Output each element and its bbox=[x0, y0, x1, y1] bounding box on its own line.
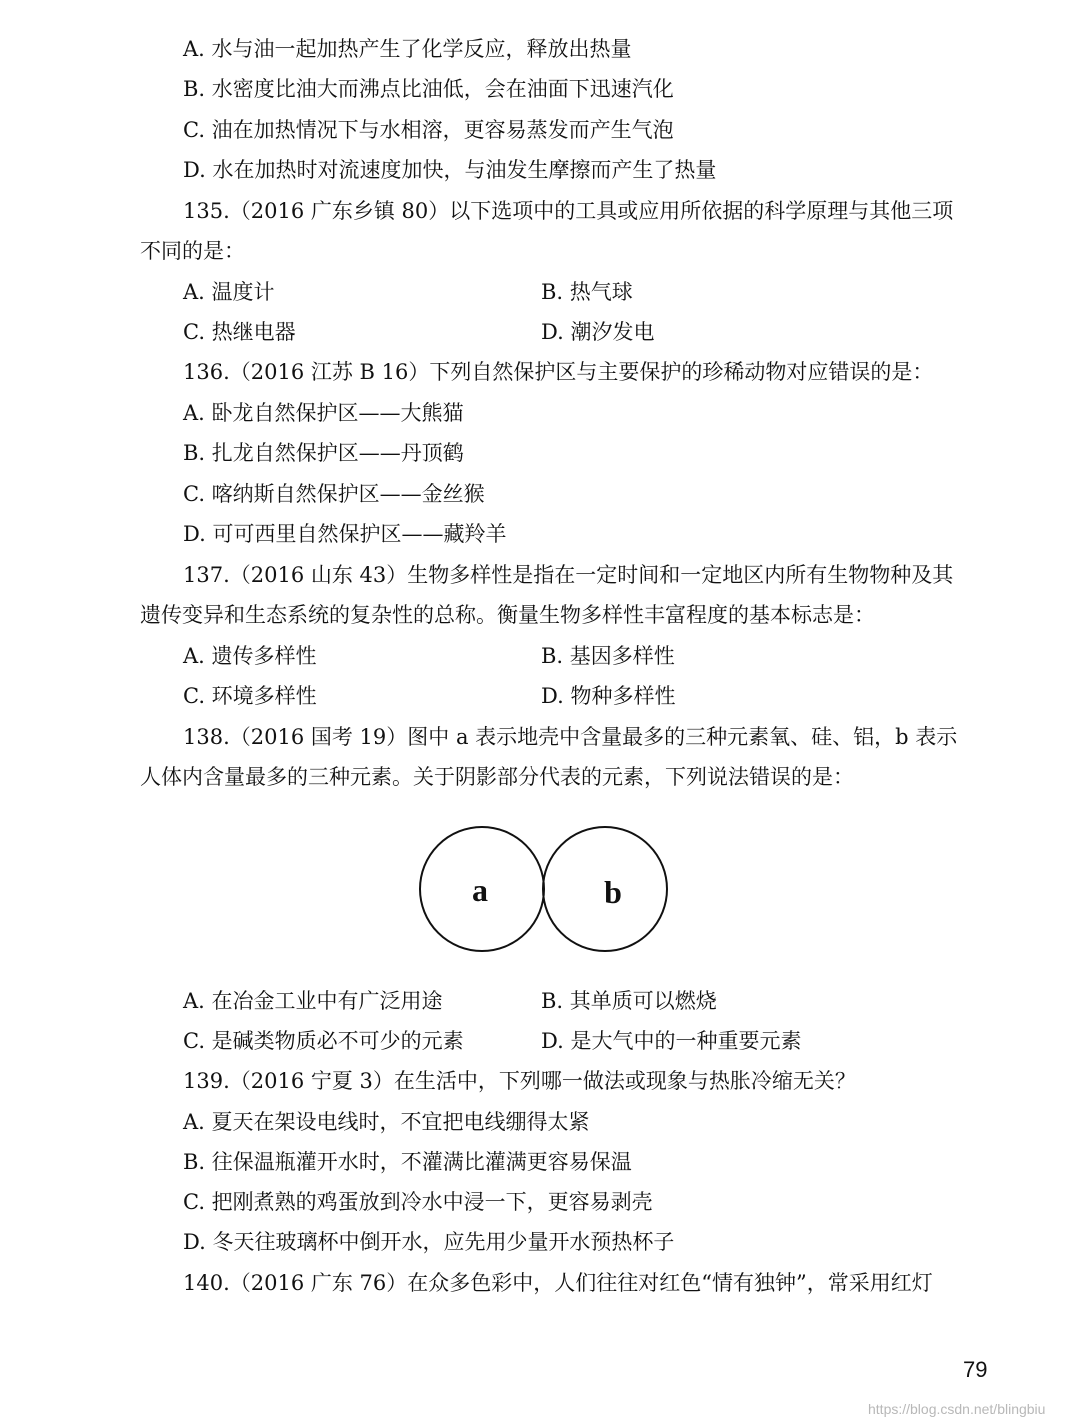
q135-option-c: C. 热继电器 bbox=[183, 320, 296, 344]
q135-option-a: A. 温度计 bbox=[183, 280, 275, 304]
q140-stem-line1: 140.（2016 广东 76）在众多色彩中，人们往往对红色“情有独钟”，常采用红灯 bbox=[183, 1271, 933, 1295]
q138-option-b: B. 其单质可以燃烧 bbox=[541, 989, 717, 1013]
q139-option-c: C. 把刚煮熟的鸡蛋放到冷水中浸一下，更容易剥壳 bbox=[183, 1190, 653, 1214]
q139-stem: 139.（2016 宁夏 3）在生活中，下列哪一做法或现象与热胀冷缩无关？ bbox=[183, 1069, 856, 1093]
q139-option-b: B. 往保温瓶灌开水时，不灌满比灌满更容易保温 bbox=[183, 1150, 632, 1174]
q134-option-b: B. 水密度比油大而沸点比油低，会在油面下迅速汽化 bbox=[183, 77, 674, 101]
q137-stem-line2: 遗传变异和生态系统的复杂性的总称。衡量生物多样性丰富程度的基本标志是： bbox=[140, 603, 875, 627]
q138-option-c: C. 是碱类物质必不可少的元素 bbox=[183, 1029, 464, 1053]
q136-option-d: D. 可可西里自然保护区——藏羚羊 bbox=[183, 522, 507, 546]
venn-diagram bbox=[410, 818, 670, 960]
q135-option-b: B. 热气球 bbox=[541, 280, 633, 304]
q136-option-a: A. 卧龙自然保护区——大熊猫 bbox=[183, 401, 464, 425]
q139-option-d: D. 冬天往玻璃杯中倒开水，应先用少量开水预热杯子 bbox=[183, 1230, 675, 1254]
q138-option-d: D. 是大气中的一种重要元素 bbox=[541, 1029, 802, 1053]
q137-option-a: A. 遗传多样性 bbox=[183, 644, 317, 668]
q137-stem-line1: 137.（2016 山东 43）生物多样性是指在一定时间和一定地区内所有生物物种及其 bbox=[183, 563, 954, 587]
q136-stem: 136.（2016 江苏 B 16）下列自然保护区与主要保护的珍稀动物对应错误的是： bbox=[183, 360, 934, 384]
q138-option-a: A. 在冶金工业中有广泛用途 bbox=[183, 989, 443, 1013]
q134-option-d: D. 水在加热时对流速度加快，与油发生摩擦而产生了热量 bbox=[183, 158, 717, 182]
q136-option-b: B. 扎龙自然保护区——丹顶鹤 bbox=[183, 441, 464, 465]
watermark: https://blog.csdn.net/blingbiu bbox=[868, 1401, 1046, 1417]
q136-option-c: C. 喀纳斯自然保护区——金丝猴 bbox=[183, 482, 485, 506]
q138-stem-line2: 人体内含量最多的三种元素。关于阴影部分代表的元素，下列说法错误的是： bbox=[140, 765, 854, 789]
q135-stem-line2: 不同的是： bbox=[140, 239, 245, 263]
q134-option-c: C. 油在加热情况下与水相溶，更容易蒸发而产生气泡 bbox=[183, 118, 674, 142]
venn-label-b: b bbox=[604, 874, 622, 910]
q135-stem-line1: 135.（2016 广东乡镇 80）以下选项中的工具或应用所依据的科学原理与其他三项 bbox=[183, 199, 954, 223]
q137-option-b: B. 基因多样性 bbox=[541, 644, 675, 668]
q134-option-a: A. 水与油一起加热产生了化学反应，释放出热量 bbox=[183, 37, 632, 61]
q137-option-d: D. 物种多样性 bbox=[541, 684, 676, 708]
q137-option-c: C. 环境多样性 bbox=[183, 684, 317, 708]
q139-option-a: A. 夏天在架设电线时，不宜把电线绷得太紧 bbox=[183, 1110, 590, 1134]
venn-label-a: a bbox=[472, 872, 488, 908]
page-number: 79 bbox=[963, 1357, 988, 1382]
q138-stem-line1: 138.（2016 国考 19）图中 a 表示地壳中含量最多的三种元素氧、硅、铝，b 表示 bbox=[183, 725, 958, 749]
q135-option-d: D. 潮汐发电 bbox=[541, 320, 655, 344]
